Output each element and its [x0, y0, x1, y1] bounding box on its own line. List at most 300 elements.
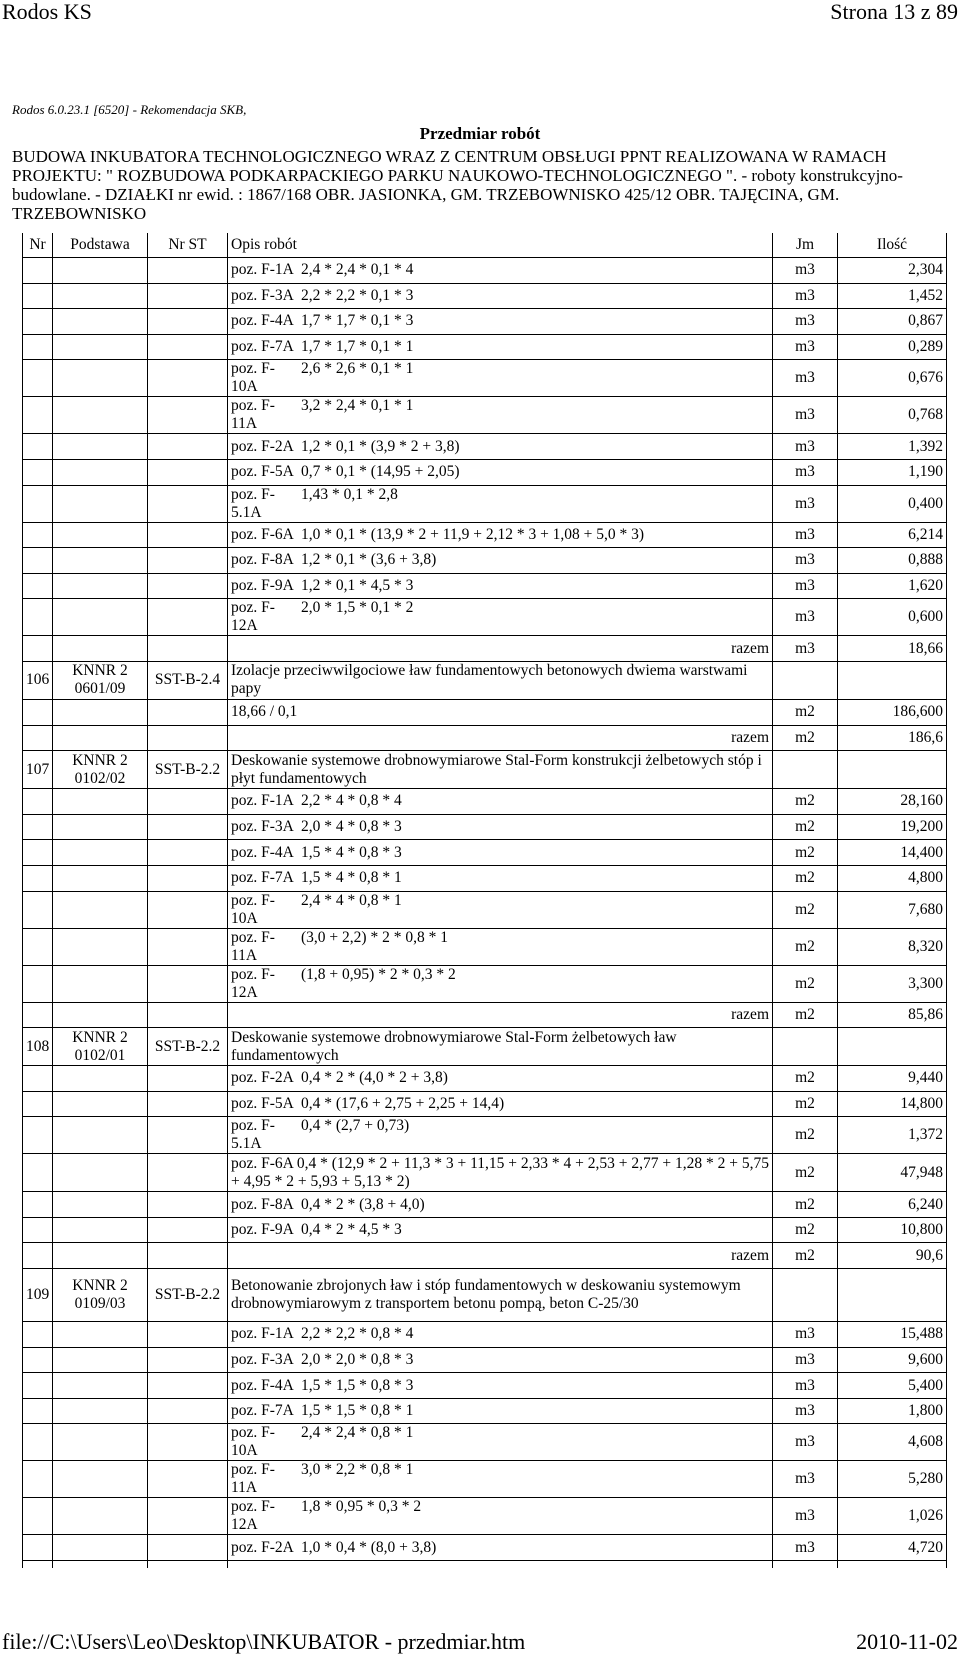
- empty-nr-cell: [23, 1192, 53, 1218]
- empty-basis-cell: [53, 1091, 148, 1117]
- position-ref: poz. F-5A: [231, 1094, 294, 1112]
- position-ref: poz. F-2A: [231, 437, 294, 455]
- row-unit: m3: [773, 283, 838, 309]
- row-unit: m2: [773, 1066, 838, 1092]
- table-row: [23, 1373, 947, 1399]
- row-quantity: 14,400: [838, 840, 947, 866]
- item-unit: [773, 661, 838, 699]
- measurement-expression: 2,4 * 2,4 * 0,1 * 4: [301, 261, 414, 279]
- row-quantity: 19,200: [838, 814, 947, 840]
- row-unit: m2: [773, 725, 838, 751]
- empty-st-cell: [148, 1322, 228, 1348]
- row-quantity: 28,160: [838, 789, 947, 815]
- empty-nr-cell: [23, 1498, 53, 1535]
- col-header-ilosc: Ilość: [838, 233, 947, 258]
- razem-label: razem: [228, 1243, 773, 1269]
- position-ref: poz. F-12A: [231, 965, 275, 1001]
- row-unit: m3: [773, 397, 838, 434]
- row-unit: m2: [773, 840, 838, 866]
- measurement-description: [228, 1217, 773, 1243]
- position-ref: poz. F-5.1A: [231, 1117, 275, 1153]
- measurement-line: [231, 526, 769, 544]
- measurement-line: [231, 397, 769, 433]
- measurement-line: [231, 438, 769, 456]
- table-row: [23, 1398, 947, 1424]
- measurement-expression: 0,4 * (17,6 + 2,75 + 2,25 + 14,4): [301, 1094, 505, 1112]
- table-row: [23, 1002, 947, 1028]
- basis-catalog: KNNR 2: [72, 1028, 128, 1046]
- table-row: [23, 928, 947, 965]
- table-row: [23, 1028, 947, 1066]
- empty-st-cell: [148, 459, 228, 485]
- continuation-cell: [148, 1561, 228, 1569]
- row-quantity: 6,240: [838, 1192, 947, 1218]
- row-unit: m2: [773, 1091, 838, 1117]
- empty-st-cell: [148, 928, 228, 965]
- table-row: [23, 814, 947, 840]
- item-unit: [773, 751, 838, 789]
- measurement-description: 18,66 / 0,1: [228, 699, 773, 725]
- measurement-expression: 1,0 * 0,4 * (8,0 + 3,8): [301, 1538, 437, 1556]
- basis-code: 0102/02: [74, 769, 126, 787]
- table-row: [23, 725, 947, 751]
- row-quantity: 0,400: [838, 485, 947, 522]
- empty-nr-cell: [23, 434, 53, 460]
- table-row: [23, 1269, 947, 1322]
- empty-nr-cell: [23, 599, 53, 636]
- measurement-description: [228, 1347, 773, 1373]
- measurement-expression: (1,8 + 0,95) * 2 * 0,3 * 2: [301, 965, 456, 983]
- empty-st-cell: [148, 840, 228, 866]
- measurement-description: poz. F-6A 0,4 * (12,9 * 2 + 11,3 * 3 + 11,15 + 2,33 * 4 + 2,53 + 2,77 + 1,28 * 2 + 5,75 + 4,95 * 2 + 5,93 + 5,13 * 2): [228, 1154, 773, 1192]
- empty-basis-cell: [53, 840, 148, 866]
- empty-st-cell: [148, 573, 228, 599]
- measurement-description: [228, 928, 773, 965]
- col-header-nr-st: Nr ST: [148, 233, 228, 258]
- table-row: [23, 1217, 947, 1243]
- measurement-expression: 2,4 * 4 * 0,8 * 1: [301, 891, 402, 909]
- item-unit: [773, 1269, 838, 1322]
- measurement-line: [231, 869, 769, 887]
- row-quantity: 1,620: [838, 573, 947, 599]
- table-row: [23, 636, 947, 662]
- position-ref: poz. F-9A: [231, 1221, 294, 1239]
- empty-nr-cell: [23, 459, 53, 485]
- basis-catalog: KNNR 2: [72, 1277, 128, 1295]
- measurement-description: [228, 1066, 773, 1092]
- row-quantity: 1,026: [838, 1498, 947, 1535]
- empty-st-cell: [148, 1424, 228, 1461]
- empty-basis-cell: [53, 965, 148, 1002]
- table-row: [23, 434, 947, 460]
- empty-basis-cell: [53, 1192, 148, 1218]
- empty-nr-cell: [23, 1535, 53, 1561]
- empty-nr-cell: [23, 1117, 53, 1154]
- empty-basis-cell: [53, 522, 148, 548]
- row-quantity: 186,600: [838, 699, 947, 725]
- measurement-description: [228, 865, 773, 891]
- position-ref: poz. F-1A: [231, 1325, 294, 1343]
- row-quantity: 1,800: [838, 1398, 947, 1424]
- table-row: [23, 309, 947, 335]
- measurement-line: [231, 1461, 769, 1497]
- empty-basis-cell: [53, 258, 148, 284]
- row-unit: m2: [773, 1217, 838, 1243]
- empty-basis-cell: [53, 360, 148, 397]
- empty-basis-cell: [53, 283, 148, 309]
- measurement-description: [228, 1498, 773, 1535]
- measurement-description: [228, 814, 773, 840]
- item-basis: [53, 661, 148, 699]
- measurement-expression: 1,7 * 1,7 * 0,1 * 1: [301, 338, 414, 356]
- row-quantity: 0,600: [838, 599, 947, 636]
- item-st-number: SST-B-2.2: [148, 1028, 228, 1066]
- measurement-expression: (3,0 + 2,2) * 2 * 0,8 * 1: [301, 928, 448, 946]
- table-row: [23, 1461, 947, 1498]
- table-row: [23, 360, 947, 397]
- empty-st-cell: [148, 522, 228, 548]
- empty-st-cell: [148, 434, 228, 460]
- measurement-expression: 2,4 * 2,4 * 0,8 * 1: [301, 1424, 414, 1442]
- empty-nr-cell: [23, 485, 53, 522]
- empty-nr-cell: [23, 1154, 53, 1192]
- measurement-expression: 1,2 * 0,1 * (3,6 + 3,8): [301, 551, 437, 569]
- empty-nr-cell: [23, 1373, 53, 1399]
- row-quantity: 47,948: [838, 1154, 947, 1192]
- measurement-expression: 1,0 * 0,1 * (13,9 * 2 + 11,9 + 2,12 * 3 + 1,08 + 5,0 * 3): [301, 525, 645, 543]
- table-row: [23, 840, 947, 866]
- empty-basis-cell: [53, 1002, 148, 1028]
- measurement-expression: 0,7 * 0,1 * (14,95 + 2,05): [301, 463, 460, 481]
- row-unit: m2: [773, 1243, 838, 1269]
- col-header-jm: Jm: [773, 233, 838, 258]
- measurement-line: [231, 1402, 769, 1420]
- measurement-description: [228, 1192, 773, 1218]
- table-row: [23, 1535, 947, 1561]
- item-description: Betonowanie zbrojonych ław i stóp fundamentowych w deskowaniu systemowym drobnowymiarowym z transportem betonu pompą, beton C-25/30: [228, 1269, 773, 1322]
- razem-label: razem: [228, 1002, 773, 1028]
- empty-nr-cell: [23, 699, 53, 725]
- table-row: [23, 459, 947, 485]
- position-ref: poz. F-12A: [231, 599, 275, 635]
- row-unit: m2: [773, 1002, 838, 1028]
- empty-basis-cell: [53, 725, 148, 751]
- empty-nr-cell: [23, 360, 53, 397]
- position-ref: poz. F-3A: [231, 1350, 294, 1368]
- empty-basis-cell: [53, 636, 148, 662]
- row-unit: m3: [773, 1461, 838, 1498]
- project-description: BUDOWA INKUBATORA TECHNOLOGICZNEGO WRAZ Z CENTRUM OBSŁUGI PPNT REALIZOWANA W RAMACH PROJEKTU: " ROZBUDOWA PODKARPACKIEGO PARKU NAUKOWO-TECHNOLOGICZNEGO ". - roboty konstrukcyjno-budowlane. - DZIAŁKI nr ewid. : 1867/168 OBR. JASIONKA, GM. TRZEBOWNISKO 425/12 OBR. TAJĘCINA, GM. TRZEBOWNISKO: [12, 147, 903, 223]
- empty-basis-cell: [53, 1424, 148, 1461]
- measurement-expression: 1,5 * 1,5 * 0,8 * 3: [301, 1376, 414, 1394]
- measurement-description: [228, 599, 773, 636]
- empty-basis-cell: [53, 334, 148, 360]
- empty-nr-cell: [23, 522, 53, 548]
- table-row: [23, 965, 947, 1002]
- item-description: Izolacje przeciwwilgociowe ław fundamentowych betonowych dwiema warstwami papy: [228, 661, 773, 699]
- table-row: [23, 485, 947, 522]
- measurement-description: [228, 283, 773, 309]
- empty-basis-cell: [53, 599, 148, 636]
- item-unit: [773, 1028, 838, 1066]
- measurement-description: [228, 789, 773, 815]
- row-unit: m3: [773, 309, 838, 335]
- continuation-cell: [53, 1561, 148, 1569]
- row-quantity: 1,372: [838, 1117, 947, 1154]
- table-row: [23, 1117, 947, 1154]
- row-quantity: 2,304: [838, 258, 947, 284]
- empty-basis-cell: [53, 397, 148, 434]
- empty-nr-cell: [23, 397, 53, 434]
- position-ref: poz. F-4A: [231, 1376, 294, 1394]
- empty-nr-cell: [23, 814, 53, 840]
- row-quantity: 0,676: [838, 360, 947, 397]
- row-quantity: 4,608: [838, 1424, 947, 1461]
- basis-code: 0601/09: [74, 680, 126, 698]
- measurement-expression: 2,0 * 1,5 * 0,1 * 2: [301, 599, 414, 617]
- row-quantity: 1,452: [838, 283, 947, 309]
- measurement-expression: 2,2 * 2,2 * 0,1 * 3: [301, 286, 414, 304]
- footer-file-path: file://C:\Users\Leo\Desktop\INKUBATOR - przedmiar.htm: [2, 1629, 526, 1654]
- row-quantity: 90,6: [838, 1243, 947, 1269]
- empty-st-cell: [148, 1243, 228, 1269]
- position-ref: poz. F-8A: [231, 551, 294, 569]
- empty-basis-cell: [53, 459, 148, 485]
- row-unit: m2: [773, 1154, 838, 1192]
- header-app-name: Rodos KS: [2, 0, 92, 24]
- row-quantity: 85,86: [838, 1002, 947, 1028]
- measurement-line: [231, 1325, 769, 1343]
- table-row: [23, 1498, 947, 1535]
- document-title: Przedmiar robót: [419, 124, 541, 143]
- row-unit: m3: [773, 1373, 838, 1399]
- measurement-line: [231, 1498, 769, 1534]
- measurement-expression: 0,4 * (2,7 + 0,73): [301, 1117, 410, 1135]
- row-unit: m3: [773, 548, 838, 574]
- item-basis: [53, 751, 148, 789]
- measurement-expression: 2,0 * 4 * 0,8 * 3: [301, 818, 402, 836]
- row-unit: m3: [773, 599, 838, 636]
- empty-basis-cell: [53, 789, 148, 815]
- row-quantity: 3,300: [838, 965, 947, 1002]
- measurement-line: [231, 577, 769, 595]
- empty-st-cell: [148, 965, 228, 1002]
- empty-basis-cell: [53, 1347, 148, 1373]
- measurement-line: [231, 360, 769, 396]
- measurement-description: [228, 1091, 773, 1117]
- measurement-description: [228, 258, 773, 284]
- empty-st-cell: [148, 1066, 228, 1092]
- empty-nr-cell: [23, 1347, 53, 1373]
- table-row: [23, 1154, 947, 1192]
- row-unit: m3: [773, 1347, 838, 1373]
- table-row: [23, 522, 947, 548]
- empty-basis-cell: [53, 865, 148, 891]
- measurement-description: [228, 548, 773, 574]
- table-row: [23, 599, 947, 636]
- measurement-description: [228, 485, 773, 522]
- table-row: [23, 1347, 947, 1373]
- row-quantity: 1,190: [838, 459, 947, 485]
- measurement-expression: 2,2 * 4 * 0,8 * 4: [301, 792, 402, 810]
- empty-nr-cell: [23, 636, 53, 662]
- przedmiar-table: [22, 233, 947, 1568]
- empty-st-cell: [148, 789, 228, 815]
- empty-basis-cell: [53, 485, 148, 522]
- empty-basis-cell: [53, 1066, 148, 1092]
- empty-basis-cell: [53, 1217, 148, 1243]
- empty-st-cell: [148, 725, 228, 751]
- measurement-description: [228, 1322, 773, 1348]
- table-continuation: [23, 1561, 947, 1569]
- measurement-description: [228, 891, 773, 928]
- measurement-description: [228, 1424, 773, 1461]
- item-st-number: SST-B-2.2: [148, 751, 228, 789]
- basis-code: 0109/03: [74, 1295, 126, 1313]
- table-row: [23, 1322, 947, 1348]
- measurement-description: [228, 1398, 773, 1424]
- footer-date: 2010-11-02: [856, 1629, 958, 1654]
- empty-nr-cell: [23, 309, 53, 335]
- row-unit: m3: [773, 258, 838, 284]
- measurement-description: [228, 522, 773, 548]
- measurement-line: [231, 1539, 769, 1557]
- table-row: [23, 334, 947, 360]
- position-ref: poz. F-10A: [231, 891, 275, 927]
- empty-st-cell: [148, 397, 228, 434]
- row-unit: m2: [773, 789, 838, 815]
- measurement-line: [231, 312, 769, 330]
- empty-st-cell: [148, 1347, 228, 1373]
- empty-basis-cell: [53, 1498, 148, 1535]
- empty-basis-cell: [53, 814, 148, 840]
- position-ref: poz. F-3A: [231, 818, 294, 836]
- position-ref: poz. F-11A: [231, 928, 275, 964]
- measurement-line: [231, 1424, 769, 1460]
- basis-catalog: KNNR 2: [72, 751, 128, 769]
- position-ref: poz. F-1A: [231, 792, 294, 810]
- measurement-description: [228, 459, 773, 485]
- item-basis: [53, 1028, 148, 1066]
- empty-st-cell: [148, 1217, 228, 1243]
- position-ref: poz. F-2A: [231, 1069, 294, 1087]
- row-quantity: 6,214: [838, 522, 947, 548]
- row-unit: m3: [773, 434, 838, 460]
- empty-st-cell: [148, 485, 228, 522]
- measurement-expression: 1,43 * 0,1 * 2,8: [301, 485, 398, 503]
- empty-st-cell: [148, 599, 228, 636]
- position-ref: poz. F-10A: [231, 1424, 275, 1460]
- empty-nr-cell: [23, 1424, 53, 1461]
- empty-nr-cell: [23, 1243, 53, 1269]
- row-unit: m3: [773, 334, 838, 360]
- row-unit: m3: [773, 573, 838, 599]
- row-quantity: 0,888: [838, 548, 947, 574]
- row-quantity: 0,289: [838, 334, 947, 360]
- measurement-line: [231, 929, 769, 965]
- row-unit: m3: [773, 485, 838, 522]
- empty-nr-cell: [23, 840, 53, 866]
- empty-basis-cell: [53, 891, 148, 928]
- position-ref: poz. F-11A: [231, 1461, 275, 1497]
- measurement-line: [231, 599, 769, 635]
- position-ref: poz. F-7A: [231, 1402, 294, 1420]
- measurement-expression: 3,0 * 2,2 * 0,8 * 1: [301, 1461, 414, 1479]
- measurement-line: [231, 1095, 769, 1113]
- row-unit: m3: [773, 459, 838, 485]
- row-unit: m3: [773, 360, 838, 397]
- empty-nr-cell: [23, 258, 53, 284]
- measurement-expression: 1,8 * 0,95 * 0,3 * 2: [301, 1498, 422, 1516]
- empty-basis-cell: [53, 1322, 148, 1348]
- position-ref: poz. F-9A: [231, 577, 294, 595]
- position-ref: poz. F-6A: [231, 525, 294, 543]
- row-quantity: 14,800: [838, 1091, 947, 1117]
- row-unit: m3: [773, 1322, 838, 1348]
- row-quantity: 5,280: [838, 1461, 947, 1498]
- item-number: 108: [23, 1028, 53, 1066]
- measurement-description: [228, 1117, 773, 1154]
- table-row: [23, 789, 947, 815]
- row-unit: m2: [773, 814, 838, 840]
- position-ref: poz. F-5A: [231, 463, 294, 481]
- item-quantity: [838, 661, 947, 699]
- empty-nr-cell: [23, 334, 53, 360]
- measurement-expression: 2,0 * 2,0 * 0,8 * 3: [301, 1350, 414, 1368]
- table-row: [23, 397, 947, 434]
- measurement-description: [228, 1461, 773, 1498]
- measurement-line: [231, 1117, 769, 1153]
- row-quantity: 186,6: [838, 725, 947, 751]
- table-row: [23, 548, 947, 574]
- table-row: [23, 891, 947, 928]
- table-row: [23, 573, 947, 599]
- measurement-line: [231, 261, 769, 279]
- empty-st-cell: [148, 865, 228, 891]
- measurement-expression: 1,5 * 4 * 0,8 * 1: [301, 869, 402, 887]
- row-quantity: 5,400: [838, 1373, 947, 1399]
- row-unit: m2: [773, 965, 838, 1002]
- row-unit: m2: [773, 865, 838, 891]
- empty-nr-cell: [23, 283, 53, 309]
- table-row: [23, 258, 947, 284]
- measurement-expression: 0,4 * 2 * 4,5 * 3: [301, 1221, 402, 1239]
- empty-st-cell: [148, 1117, 228, 1154]
- empty-nr-cell: [23, 1461, 53, 1498]
- row-quantity: 15,488: [838, 1322, 947, 1348]
- item-number: 107: [23, 751, 53, 789]
- table-row: [23, 661, 947, 699]
- measurement-expression: 2,2 * 2,2 * 0,8 * 4: [301, 1325, 414, 1343]
- empty-basis-cell: [53, 928, 148, 965]
- item-quantity: [838, 1269, 947, 1322]
- measurement-expression: 1,2 * 0,1 * (3,9 * 2 + 3,8): [301, 437, 460, 455]
- row-quantity: 7,680: [838, 891, 947, 928]
- row-quantity: 4,720: [838, 1535, 947, 1561]
- empty-nr-cell: [23, 548, 53, 574]
- empty-st-cell: [148, 1002, 228, 1028]
- table-row: [23, 283, 947, 309]
- empty-nr-cell: [23, 1398, 53, 1424]
- measurement-expression: 1,5 * 4 * 0,8 * 3: [301, 843, 402, 861]
- row-unit: m2: [773, 1192, 838, 1218]
- measurement-description: [228, 840, 773, 866]
- empty-st-cell: [148, 258, 228, 284]
- measurement-description: [228, 334, 773, 360]
- empty-nr-cell: [23, 789, 53, 815]
- row-unit: m2: [773, 891, 838, 928]
- measurement-line: [231, 1196, 769, 1214]
